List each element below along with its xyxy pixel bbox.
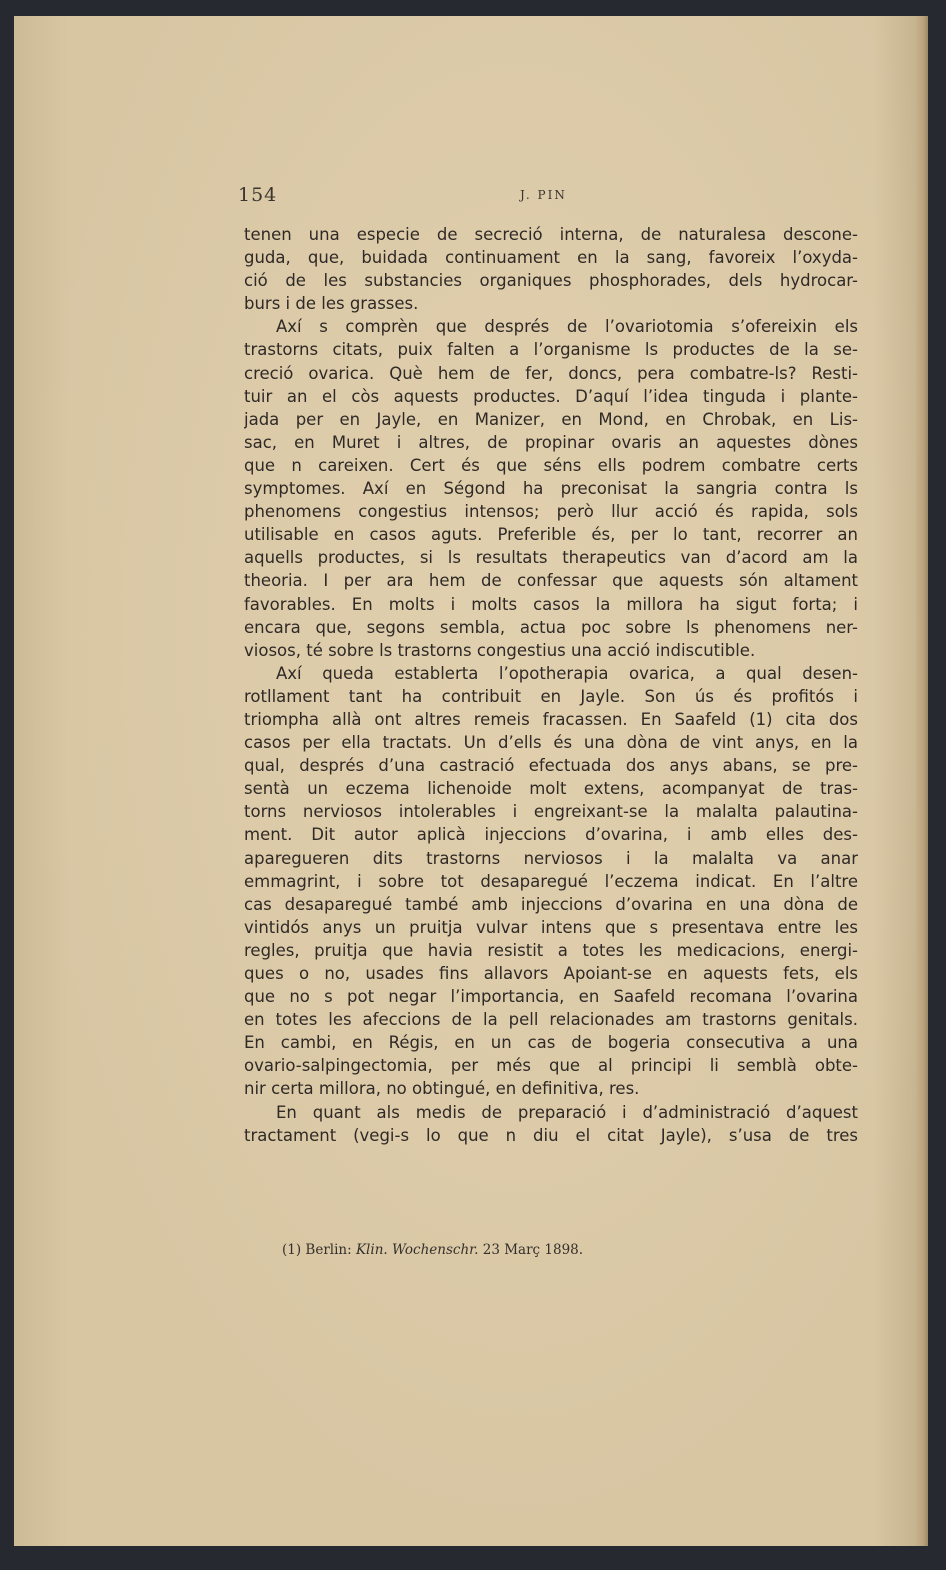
footnote-city: Berlin: [305,1242,356,1258]
text-line: vintidós anys un pruitja vulvar intens que s presentava entre les [244,917,858,937]
text-line: Axí queda establerta l’opotherapia ovarica, a qual desen- [276,663,858,683]
text-line: phenomens congestius intensos; però llur acció és rapida, sols [244,502,858,522]
text-line: en totes les afeccions de la pell relacionades am trastorns genitals. [244,1010,858,1030]
text-line: viosos, té sobre ls trastorns congestius una acció indiscutible. [244,640,756,660]
text-line: aquells productes, si ls resultats therapeutics van d’acord am la [244,548,858,568]
footnote [282,1242,842,1258]
text-line: theoria. I per ara hem de confessar que aquests són altament [244,571,858,591]
text-line: triompha allà ont altres remeis fracassen. En Saafeld (1) cita dos [244,709,858,729]
text-line: que no s pot negar l’importancia, en Saafeld recomana l’ovarina [244,987,858,1007]
text-line: rotllament tant ha contribuit en Jayle. Son ús és profitós i [244,686,858,706]
text-line: creció ovarica. Què hem de fer, doncs, pera combatre-ls? Resti- [244,363,858,383]
body-text [244,223,858,1147]
text-line: qual, després d’una castració efectuada dos anys abans, se pre- [244,756,858,776]
page-edge-shadow [916,16,928,1546]
text-line: ovario-salpingectomia, per més que al principi li semblà obte- [244,1056,858,1076]
text-line: casos per ella tractats. Un d’ells és una dòna de vint anys, en la [244,733,858,753]
text-line: En cambi, en Régis, en un cas de bogeria consecutiva a una [244,1033,858,1053]
footnote-marker: (1) [282,1242,302,1258]
text-line: nir certa millora, no obtingué, en definitiva, res. [244,1079,640,1099]
text-line: symptomes. Axí en Ségond ha preconisat la sangria contra ls [244,479,858,499]
text-line: tenen una especie de secreció interna, de naturalesa descone- [244,225,858,244]
text-line: ment. Dit autor aplicà injeccions d’ovarina, i amb elles des- [244,825,858,845]
text-line: regles, pruitja que havia resistit a totes les medicacions, energi- [244,940,858,960]
text-line: tractament (vegi-s lo que n diu el citat Jayle), s’usa de tres [244,1125,858,1145]
text-line: aparegueren dits trastorns nerviosos i la malalta va anar [244,848,858,868]
text-line: encara que, segons sembla, actua poc sobre ls phenomens ner- [244,617,858,637]
text-line: tuir an el còs aquests productes. D’aquí l’idea tinguda i plante- [244,386,858,406]
text-line: que n careixen. Cert és que séns ells podrem combatre certs [244,455,858,475]
text-line: sac, en Muret i altres, de propinar ovaris an aquestes dònes [244,432,858,452]
text-line: jada per en Jayle, en Manizer, en Mond, en Chrobak, en Lis- [244,409,858,429]
text-line: torns nerviosos intolerables i engreixant-se la malalta palautina- [244,802,858,822]
text-line: cas desaparegué també amb injeccions d’ovarina en una dòna de [244,894,858,914]
text-line: ques o no, usades fins allavors Apoiant-se en aquests fets, els [244,964,858,983]
footnote-date: 23 Març 1898. [478,1242,584,1258]
page-number: 154 [238,184,278,206]
text-line: burs i de les grasses. [244,294,419,314]
text-line: Axí s comprèn que després de l’ovariotomia s’ofereixin els [276,317,858,337]
text-line: utilisable en casos aguts. Preferible és, per lo tant, recorrer an [244,525,858,545]
text-line: En quant als medis de preparació i d’administració d’aquest [276,1102,858,1122]
footnote-journal: Klin. Wochenschr. [355,1242,479,1258]
text-line: guda, que, buidada continuament en la sang, favoreix l’oxyda- [244,248,858,268]
text-line: trastorns citats, puix falten a l’organisme ls productes de la se- [244,340,858,360]
text-line: sentà un eczema lichenoide molt extens, acompanyat de tras- [244,779,858,799]
running-head [238,184,858,210]
running-title: J. PIN [520,188,567,202]
text-line: favorables. En molts i molts casos la millora ha sigut forta; i [244,594,858,614]
text-line: emmagrint, i sobre tot desaparegué l’eczema indicat. En l’altre [244,871,858,891]
text-line: ció de les substancies organiques phosphorades, dels hydrocar- [244,271,858,291]
